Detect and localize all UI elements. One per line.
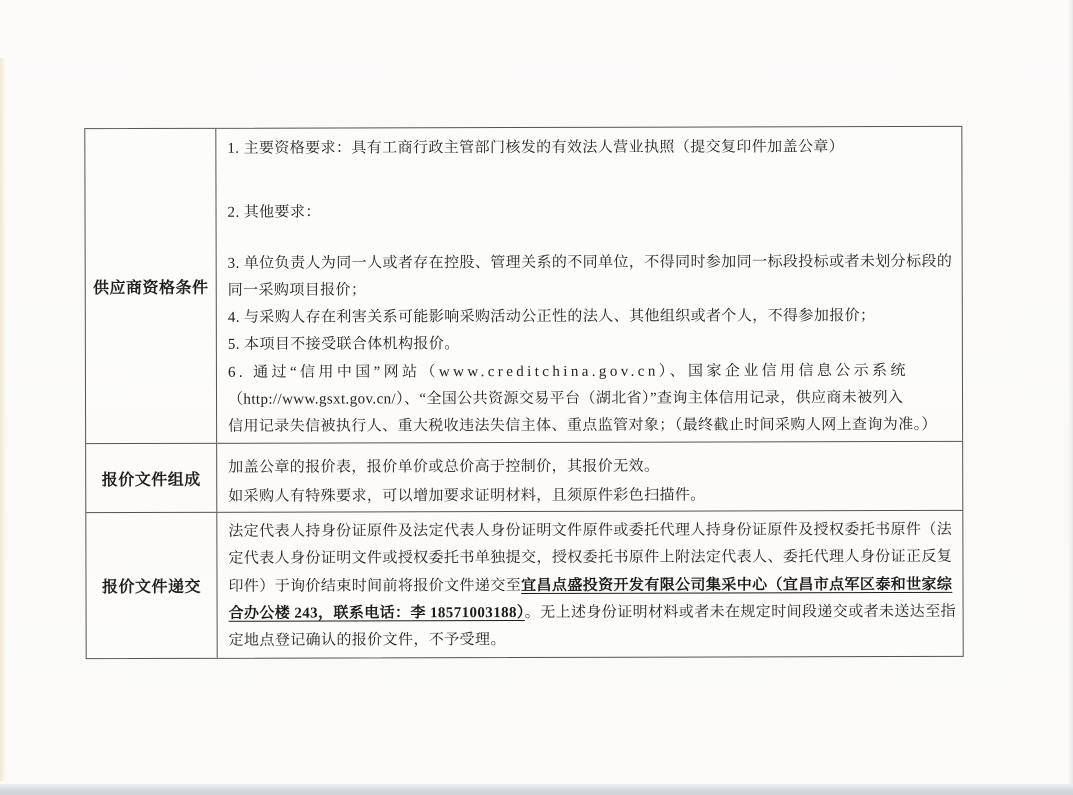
- text-segment: 法定代表人持身份证原件及法定代表人身份证明文件原件或委托代理人持身份证原件及授权委托书原件（法: [228, 521, 953, 540]
- text-segment: 如采购人有特殊要求，可以增加要求证明材料，且须原件彩色扫描件。: [228, 487, 706, 505]
- text-segment: 信用记录失信被执行人、重大税收违法失信主体、重点监管对象；（最终截止时间采购人网上查询为准。）: [228, 417, 937, 436]
- text-segment: 5. 本项目不接受联合体机构报价。: [227, 336, 460, 354]
- text-segment: 4. 与采购人存在利害关系可能影响采购活动公正性的法人、其他组织或者个人，不得参加报价；: [227, 308, 876, 326]
- text-line: [229, 599, 958, 628]
- underlined-submission-address: 宜昌点盛投资开发有限公司集采中心（宜昌市点军区泰和世家综: [521, 576, 953, 594]
- text-segment: 加盖公章的报价表，报价单价或总价高于控制价，其报价无效。: [228, 458, 660, 476]
- procurement-requirements-table: [84, 126, 963, 659]
- table-row-quotation-document-submission: [86, 510, 962, 658]
- text-line: [228, 248, 957, 277]
- text-line: [228, 358, 957, 387]
- row-content-quotation-document-submission: [217, 511, 962, 658]
- scan-right-edge-artifact: [1068, 0, 1073, 795]
- text-line: [227, 198, 956, 227]
- text-line: [229, 626, 958, 655]
- text-segment: 定代表人身份证明文件或授权委托书单独提交，授权委托书原件上附法定代表人、委托代理人身份证正反复: [228, 549, 953, 568]
- text-line: [228, 276, 957, 305]
- underlined-submission-address: 合办公楼 243，联系电话：李 18571003188）: [228, 604, 525, 622]
- row-content-quotation-document-composition: [217, 442, 962, 512]
- row-label-quotation-document-submission: 报价文件递交: [86, 513, 217, 658]
- text-segment: 同一采购项目报价；: [227, 282, 367, 299]
- text-segment: 2. 其他要求：: [227, 204, 321, 222]
- text-segment: 定地点登记确认的报价文件，不予受理。: [228, 632, 506, 649]
- text-line: [228, 330, 957, 359]
- text-segment: （http://www.gsxt.gov.cn/）、“全国公共资源交易平台（湖北省）”查询主体信用记录，供应商未被列入: [227, 390, 904, 408]
- row-content-supplier-qualifications: [216, 127, 962, 443]
- text-line: [228, 452, 957, 483]
- text-segment: 。无上述身份证明材料或者未在规定时间段递交或者未送达至指: [524, 603, 957, 621]
- text-line: [228, 481, 957, 512]
- text-line: [228, 412, 957, 441]
- table-row-supplier-qualifications: [85, 127, 962, 443]
- text-line: [228, 385, 957, 414]
- row-label-quotation-document-composition: 报价文件组成: [86, 444, 217, 512]
- text-segment: 印件）于询价结束时间前将报价文件递交至: [228, 577, 522, 595]
- text-line: [228, 544, 957, 573]
- scan-bottom-edge-artifact: [0, 784, 1073, 795]
- scan-left-edge-artifact: [0, 58, 6, 781]
- table-row-quotation-document-composition: [86, 441, 962, 512]
- row-label-supplier-qualifications: 供应商资格条件: [85, 129, 217, 443]
- text-line: [227, 134, 956, 163]
- text-line: [228, 517, 957, 546]
- text-segment: 6. 通过“信用中国”网站（www.creditchina.gov.cn）、国家企业信用信息公示系统: [227, 362, 909, 381]
- text-segment: 3. 单位负责人为同一人或者存在控股、管理关系的不同单位，不得同时参加同一标段投标或者未划分标段的: [227, 253, 953, 272]
- text-line: [228, 571, 957, 600]
- text-segment: 1. 主要资格要求：具有工商行政主管部门核发的有效法人营业执照（提交复印件加盖公章）: [227, 139, 845, 157]
- text-line: [228, 303, 957, 332]
